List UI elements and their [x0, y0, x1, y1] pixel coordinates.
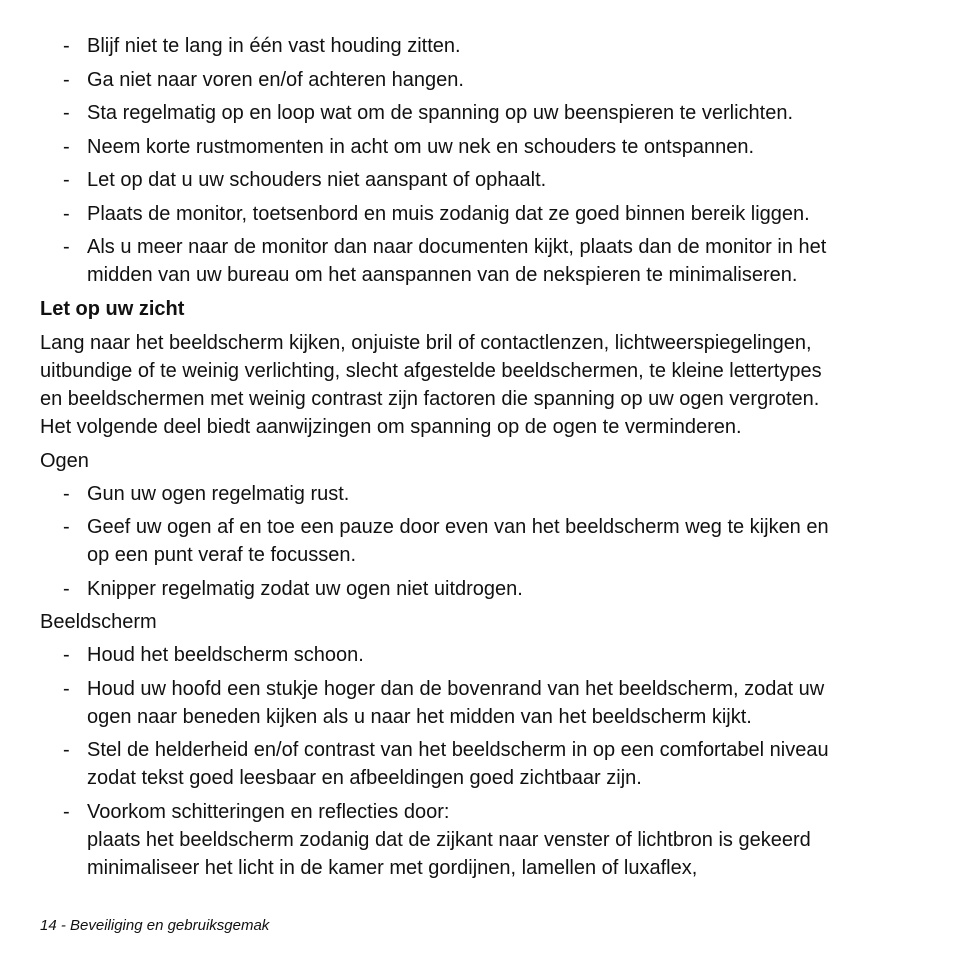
- list-item-text: zodat tekst goed leesbaar en afbeeldingen goed zichtbaar zijn.: [87, 767, 642, 789]
- list-item: [40, 675, 920, 731]
- list-dash: -: [63, 482, 70, 505]
- list-item: [40, 32, 920, 60]
- list-item-text: midden van uw bureau om het aanspannen van de nekspieren te minimaliseren.: [87, 264, 798, 286]
- paragraph-line: Het volgende deel biedt aanwijzingen om spanning op de ogen te verminderen.: [40, 415, 742, 438]
- list-item-text: Als u meer naar de monitor dan naar documenten kijkt, plaats dan de monitor in het: [87, 236, 827, 258]
- list-item-text: Houd uw hoofd een stukje hoger dan de bovenrand van het beeldscherm, zodat uw: [87, 677, 825, 700]
- list-item-text: ogen naar beneden kijken als u naar het midden van het beeldscherm kijkt.: [87, 705, 752, 728]
- list-item-text: Geef uw ogen af en toe een pauze door even van het beeldscherm weg te kijken en: [87, 516, 829, 538]
- paragraph-line: uitbundige of te weinig verlichting, slecht afgestelde beeldschermen, te kleine lettertypes: [40, 359, 822, 382]
- list-item: [40, 99, 920, 127]
- list-dash: -: [63, 169, 70, 191]
- list-dash: -: [63, 35, 70, 57]
- document-page: [40, 32, 920, 887]
- paragraph-line: en beeldschermen met weinig contrast zijn factoren die spanning op uw ogen vergroten.: [40, 387, 820, 410]
- list-item-text: minimaliseer het licht in de kamer met gordijnen, lamellen of luxaflex,: [87, 856, 698, 879]
- list-item: [40, 736, 920, 792]
- list-dash: -: [63, 800, 70, 823]
- list-dash: -: [63, 516, 70, 538]
- list-item-text: Sta regelmatig op en loop wat om de spanning op uw beenspieren te verlichten.: [87, 102, 794, 124]
- list-item: [40, 641, 920, 669]
- eyes-tips-list: [40, 480, 920, 603]
- list-item-text: Houd het beeldscherm schoon.: [87, 644, 364, 666]
- list-dash: -: [63, 644, 70, 666]
- list-item: [40, 575, 920, 603]
- list-item-text: Stel de helderheid en/of contrast van het beeldscherm in op een comfortabel niveau: [87, 739, 829, 761]
- screen-tips-list: [40, 641, 920, 882]
- list-item: [40, 166, 920, 194]
- list-item-text: Knipper regelmatig zodat uw ogen niet uitdrogen.: [87, 577, 523, 600]
- list-item-text: Voorkom schitteringen en reflecties door:: [87, 800, 450, 823]
- list-dash: -: [63, 677, 70, 700]
- list-dash: -: [63, 739, 70, 761]
- subsection-title-screen: Beeldscherm: [40, 611, 157, 633]
- list-item: [40, 133, 920, 161]
- list-item: [40, 513, 920, 569]
- subsection-title-eyes: Ogen: [40, 449, 89, 472]
- list-item-text: Plaats de monitor, toetsenbord en muis zodanig dat ze goed binnen bereik liggen.: [87, 202, 810, 225]
- list-item-text: plaats het beeldscherm zodanig dat de zijkant naar venster of lichtbron is gekeerd: [87, 828, 811, 851]
- list-item: [40, 66, 920, 94]
- page-footer: 14 - Beveiliging en gebruiksgemak: [40, 917, 270, 934]
- list-item-text: op een punt veraf te focussen.: [87, 544, 357, 566]
- list-dash: -: [63, 68, 70, 91]
- list-dash: -: [63, 202, 70, 225]
- section-heading: Let op uw zicht: [40, 297, 185, 320]
- list-dash: -: [63, 135, 70, 158]
- list-item: [40, 798, 920, 882]
- list-item-text: Ga niet naar voren en/of achteren hangen.: [87, 68, 464, 91]
- posture-tips-list: [40, 32, 920, 289]
- list-item: [40, 480, 920, 508]
- list-item: [40, 200, 920, 228]
- intro-paragraph: [40, 329, 920, 441]
- list-dash: -: [63, 577, 70, 600]
- list-item-text: Let op dat u uw schouders niet aanspant of ophaalt.: [87, 169, 547, 191]
- list-dash: -: [63, 236, 70, 258]
- list-item-text: Blijf niet te lang in één vast houding zitten.: [87, 35, 461, 57]
- list-dash: -: [63, 102, 70, 124]
- list-item-text: Neem korte rustmomenten in acht om uw nek en schouders te ontspannen.: [87, 135, 755, 158]
- list-item: [40, 233, 920, 289]
- paragraph-line: Lang naar het beeldscherm kijken, onjuiste bril of contactlenzen, lichtweerspiegelingen,: [40, 331, 812, 354]
- list-item-text: Gun uw ogen regelmatig rust.: [87, 482, 350, 505]
